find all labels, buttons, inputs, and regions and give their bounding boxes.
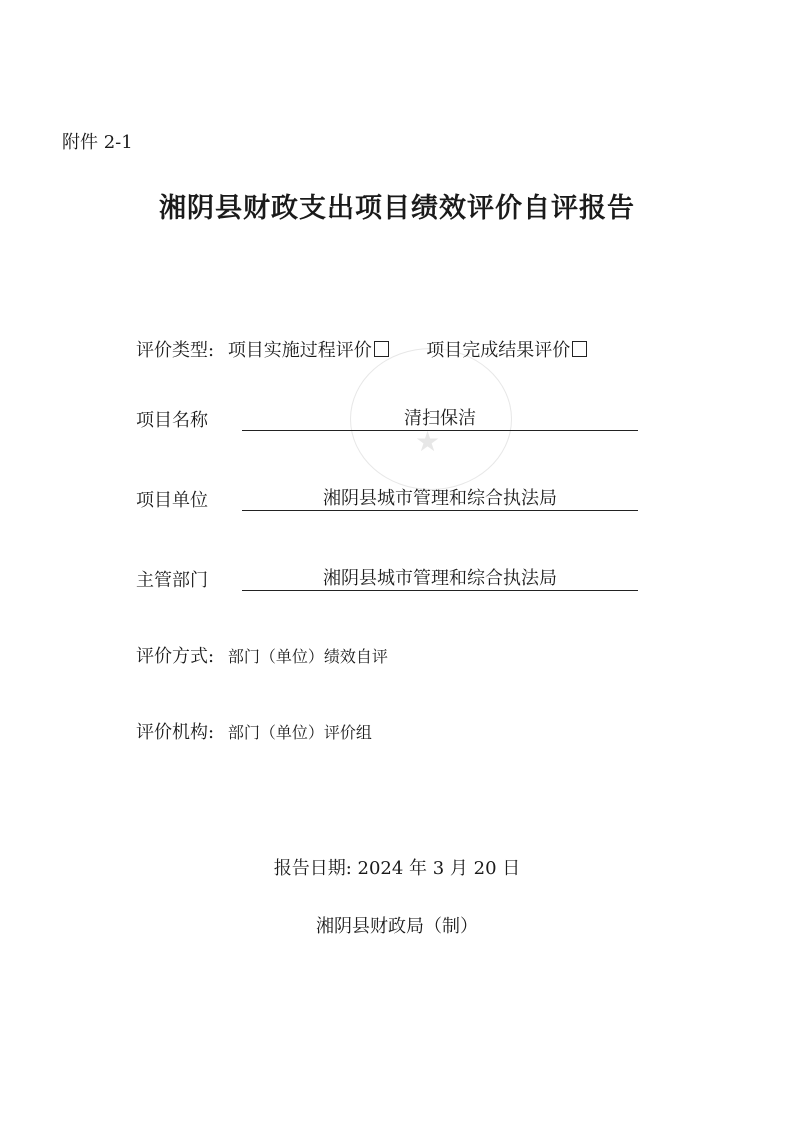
result-checkbox[interactable] (572, 341, 587, 357)
evaluation-agency-label: 评价机构: (136, 722, 215, 743)
project-unit-field: 湘阴县城市管理和综合执法局 (242, 484, 638, 511)
evaluation-agency-row (136, 718, 372, 744)
attachment-label: 附件 2-1 (62, 132, 133, 153)
project-name-label: 项目名称 (136, 410, 208, 431)
evaluation-type-label: 评价类型: (136, 340, 215, 361)
supervisor-field: 湘阴县城市管理和综合执法局 (242, 564, 638, 591)
evaluation-agency-value: 部门（单位）评价组 (227, 723, 372, 742)
project-unit-label: 项目单位 (136, 490, 208, 511)
supervisor-label: 主管部门 (136, 570, 208, 591)
evaluation-method-value: 部门（单位）绩效自评 (227, 647, 388, 666)
evaluation-type-option-process: 项目实施过程评价 (227, 340, 372, 361)
seal-star-icon: ★ (415, 425, 441, 458)
evaluation-type-row (136, 336, 587, 362)
process-checkbox[interactable] (374, 341, 389, 357)
project-name-field: 清扫保洁 (242, 404, 638, 431)
evaluation-type-option-result: 项目完成结果评价 (426, 340, 571, 361)
page-title: 湘阴县财政支出项目绩效评价自评报告 (159, 193, 635, 224)
evaluation-method-row (136, 642, 388, 668)
report-date: 报告日期: 2024 年 3 月 20 日 (273, 858, 521, 879)
evaluation-method-label: 评价方式: (136, 646, 215, 667)
issuer: 湘阴县财政局（制） (316, 916, 478, 937)
